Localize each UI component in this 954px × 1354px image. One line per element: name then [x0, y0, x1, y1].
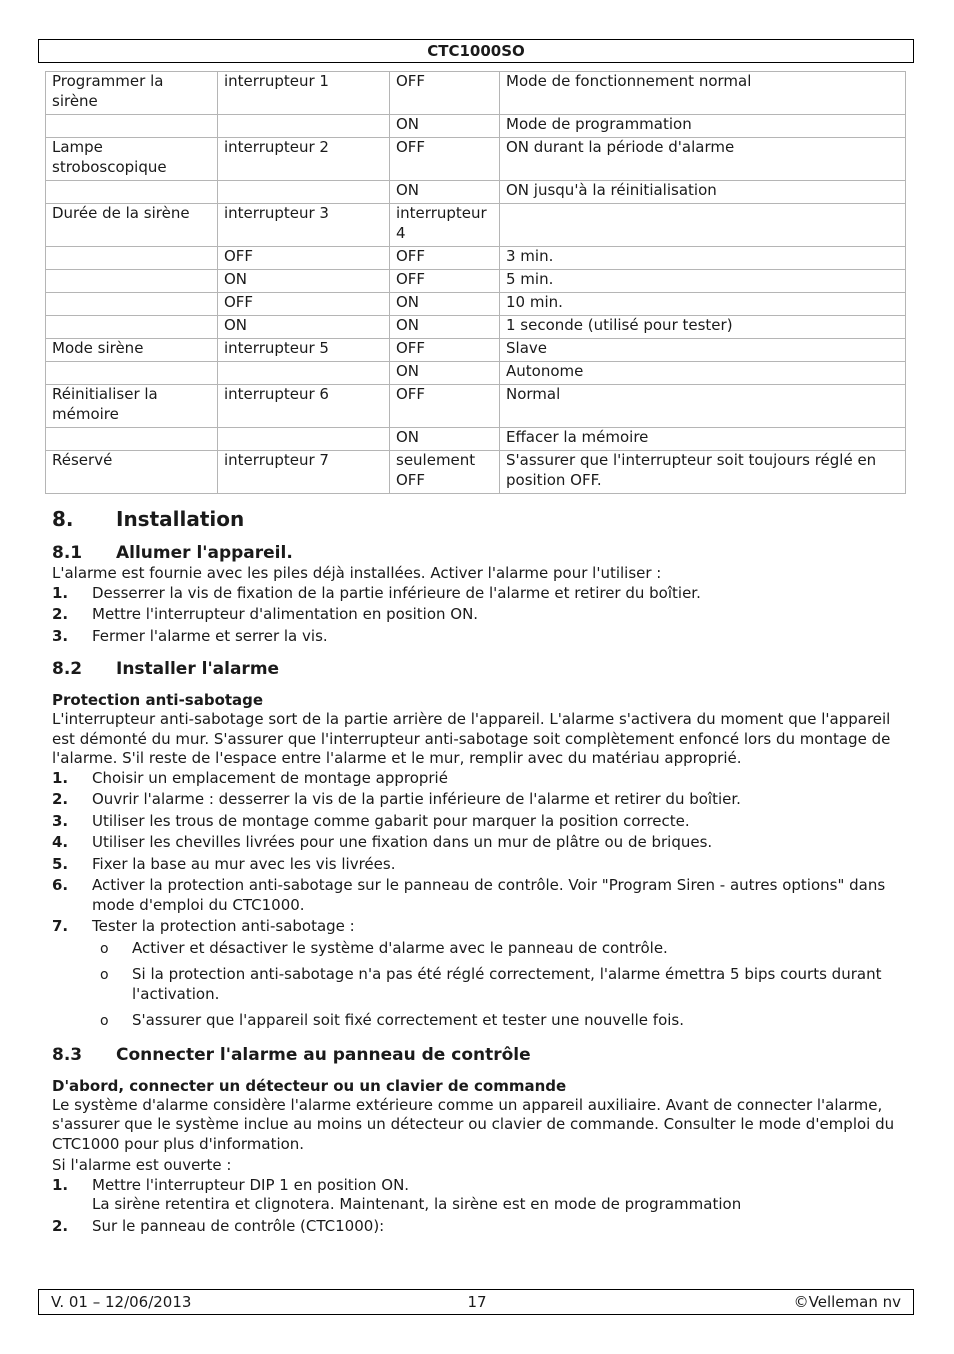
list-number: 1.	[52, 768, 69, 787]
section-heading	[52, 504, 908, 536]
table-cell	[46, 115, 218, 138]
table-cell: seulement OFF	[390, 451, 500, 494]
list-item	[52, 1217, 908, 1237]
numbered-list	[52, 584, 908, 647]
list-text: Sur le panneau de contrôle (CTC1000):	[92, 1216, 385, 1235]
bullet-marker: o	[100, 967, 109, 983]
table-cell	[500, 204, 906, 247]
paragraph: Si l'alarme est ouverte :	[52, 1156, 232, 1174]
table-cell	[46, 428, 218, 451]
dip-switch-table	[45, 71, 906, 494]
list-text: Utiliser les trous de montage comme gabarit pour marquer la position correcte.	[92, 811, 690, 830]
table-cell	[46, 293, 218, 316]
table-cell: Slave	[500, 339, 906, 362]
paragraph-heading: D'abord, connecter un détecteur ou un clavier de commande	[52, 1076, 567, 1095]
table-cell: OFF	[390, 138, 500, 181]
table-cell: ON	[390, 181, 500, 204]
table-cell	[218, 428, 390, 451]
page-content	[52, 504, 908, 1238]
table-cell: Normal	[500, 385, 906, 428]
list-item	[52, 584, 908, 604]
table-cell: Mode de fonctionnement normal	[500, 72, 906, 115]
list-text: Choisir un emplacement de montage approprié	[92, 768, 448, 787]
table-cell: Programmer la sirène	[46, 72, 218, 115]
bullet-text: Si la protection anti-sabotage n'a pas été réglé correctement, l'alarme émettra 5 bips courts durant l'activation.	[132, 965, 882, 1003]
table-cell: ON jusqu'à la réinitialisation	[500, 181, 906, 204]
list-number: 2.	[52, 790, 69, 808]
table-cell: interrupteur 3	[218, 204, 390, 247]
list-number: 1.	[52, 583, 69, 602]
header-title: CTC1000SO	[427, 42, 525, 60]
list-text: Tester la protection anti-sabotage :	[92, 917, 355, 935]
table-cell: ON	[218, 316, 390, 339]
subsection-number: 8.2	[52, 659, 83, 679]
subsection-title: Installer l'alarme	[116, 659, 280, 679]
list-number: 3.	[52, 626, 69, 645]
table-cell	[218, 181, 390, 204]
page-footer	[38, 1289, 914, 1315]
table-row	[46, 339, 906, 362]
table-row	[46, 181, 906, 204]
table-cell: OFF	[390, 72, 500, 115]
list-text: Activer la protection anti-sabotage sur le panneau de contrôle. Voir "Program Siren - autres options" dans mode d'emploi du CTC1000.	[92, 876, 886, 914]
list-number: 2.	[52, 605, 69, 623]
table-cell	[46, 247, 218, 270]
table-cell: interrupteur 2	[218, 138, 390, 181]
page-header	[38, 39, 914, 63]
table-cell: 1 seconde (utilisé pour tester)	[500, 316, 906, 339]
table-cell: Lampe stroboscopique	[46, 138, 218, 181]
table-cell: interrupteur 1	[218, 72, 390, 115]
table-row	[46, 247, 906, 270]
paragraph: L'interrupteur anti-sabotage sort de la partie arrière de l'appareil. L'alarme s'activera du moment que l'appareil est démonté du mur. S'assurer que l'interrupteur anti-sabotage soit complètement enfoncé lors du montage de l'alarme. S'il reste de l'espace entre l'alarme et le mur, remplir avec du matériau approprié.	[52, 710, 891, 767]
bullet-marker: o	[100, 1013, 109, 1029]
paragraph: L'alarme est fournie avec les piles déjà installées. Activer l'alarme pour l'utiliser :	[52, 564, 662, 582]
table-row	[46, 293, 906, 316]
section-number: 8.	[52, 507, 74, 531]
list-item	[52, 790, 908, 810]
list-item	[52, 917, 908, 937]
bullet-text: Activer et désactiver le système d'alarme avec le panneau de contrôle.	[132, 938, 668, 957]
table-cell	[46, 270, 218, 293]
table-cell: ON	[218, 270, 390, 293]
list-number: 7.	[52, 917, 69, 935]
list-number: 2.	[52, 1216, 69, 1235]
subsection-title: Allumer l'appareil.	[116, 543, 293, 563]
list-item	[52, 1176, 908, 1215]
table-cell: Autonome	[500, 362, 906, 385]
list-number: 3.	[52, 811, 69, 830]
list-text: Fixer la base au mur avec les vis livrées.	[92, 854, 396, 873]
table-cell: OFF	[218, 247, 390, 270]
table-cell: Mode sirène	[46, 339, 218, 362]
subsection-heading	[52, 542, 908, 564]
table-row	[46, 115, 906, 138]
bullet-list	[52, 939, 908, 1031]
bullet-marker: o	[100, 940, 109, 957]
table-cell: interrupteur 6	[218, 385, 390, 428]
subsection-heading	[52, 658, 908, 680]
table-cell: ON	[390, 362, 500, 385]
table-cell	[46, 316, 218, 339]
paragraph: Le système d'alarme considère l'alarme extérieure comme un appareil auxiliaire. Avant de connecter l'alarme, s'assurer que le système inclue au moins un détecteur ou clavier de commande. Consulter le mode d'emploi du CTC1000 pour plus d'information.	[52, 1095, 895, 1153]
subsection-number: 8.3	[52, 1044, 83, 1065]
table-cell	[218, 115, 390, 138]
list-item	[52, 855, 908, 875]
footer-copyright: ©Velleman nv	[793, 1293, 901, 1311]
list-item	[52, 876, 908, 915]
bullet-item	[52, 1011, 908, 1031]
table-row	[46, 428, 906, 451]
list-item	[52, 833, 908, 853]
table-cell: OFF	[218, 293, 390, 316]
list-item	[52, 812, 908, 832]
paragraph-heading: Protection anti-sabotage	[52, 691, 264, 709]
subsection-number: 8.1	[52, 543, 83, 563]
table-cell: OFF	[390, 385, 500, 428]
table-cell	[46, 362, 218, 385]
numbered-list	[52, 1176, 908, 1237]
list-item	[52, 769, 908, 789]
table-cell: interrupteur 7	[218, 451, 390, 494]
list-text: Ouvrir l'alarme : desserrer la vis de la partie inférieure de l'alarme et retirer du boîtier.	[92, 790, 741, 808]
subsection-heading	[52, 1044, 908, 1066]
table-cell: OFF	[390, 247, 500, 270]
table-row	[46, 72, 906, 115]
table-cell: ON	[390, 115, 500, 138]
table-cell: Durée de la sirène	[46, 204, 218, 247]
list-text: Fermer l'alarme et serrer la vis.	[92, 626, 328, 645]
footer-page-number: 17	[467, 1293, 487, 1311]
table-cell: OFF	[390, 339, 500, 362]
list-number: 5.	[52, 854, 69, 873]
table-cell: 3 min.	[500, 247, 906, 270]
table-cell: Effacer la mémoire	[500, 428, 906, 451]
table-cell: ON durant la période d'alarme	[500, 138, 906, 181]
table-cell: ON	[390, 428, 500, 451]
table-cell: 5 min.	[500, 270, 906, 293]
list-number: 4.	[52, 833, 69, 851]
list-item	[52, 627, 908, 647]
numbered-list	[52, 769, 908, 937]
table-cell: interrupteur 5	[218, 339, 390, 362]
list-text: Desserrer la vis de fixation de la partie inférieure de l'alarme et retirer du boîtier.	[92, 583, 701, 602]
bullet-item	[52, 965, 908, 1004]
table-cell: ON	[390, 316, 500, 339]
table-cell: ON	[390, 293, 500, 316]
list-text: Mettre l'interrupteur d'alimentation en position ON.	[92, 605, 479, 623]
table-row	[46, 316, 906, 339]
table-row	[46, 362, 906, 385]
footer-version: V. 01 – 12/06/2013	[51, 1293, 192, 1311]
table-row	[46, 385, 906, 428]
list-number: 6.	[52, 876, 69, 894]
table-cell: OFF	[390, 270, 500, 293]
bullet-text: S'assurer que l'appareil soit fixé correctement et tester une nouvelle fois.	[132, 1011, 684, 1029]
section-title: Installation	[116, 507, 245, 531]
list-text: Mettre l'interrupteur DIP 1 en position ON.	[92, 1175, 410, 1194]
table-row	[46, 138, 906, 181]
list-text: La sirène retentira et clignotera. Maintenant, la sirène est en mode de programmation	[92, 1195, 742, 1213]
table-cell: Mode de programmation	[500, 115, 906, 138]
subsection-title: Connecter l'alarme au panneau de contrôle	[116, 1044, 531, 1065]
table-cell: interrupteur 4	[390, 204, 500, 247]
table-cell: S'assurer que l'interrupteur soit toujours réglé en position OFF.	[500, 451, 906, 494]
table-cell: 10 min.	[500, 293, 906, 316]
table-row	[46, 451, 906, 494]
table-cell: Réinitialiser la mémoire	[46, 385, 218, 428]
bullet-item	[52, 939, 908, 959]
table-cell	[218, 362, 390, 385]
list-text: Utiliser les chevilles livrées pour une fixation dans un mur de plâtre ou de briques.	[92, 833, 713, 851]
list-number: 1.	[52, 1175, 69, 1194]
table-cell: Réservé	[46, 451, 218, 494]
list-item	[52, 605, 908, 625]
table-row	[46, 270, 906, 293]
table-cell	[46, 181, 218, 204]
table-row	[46, 204, 906, 247]
